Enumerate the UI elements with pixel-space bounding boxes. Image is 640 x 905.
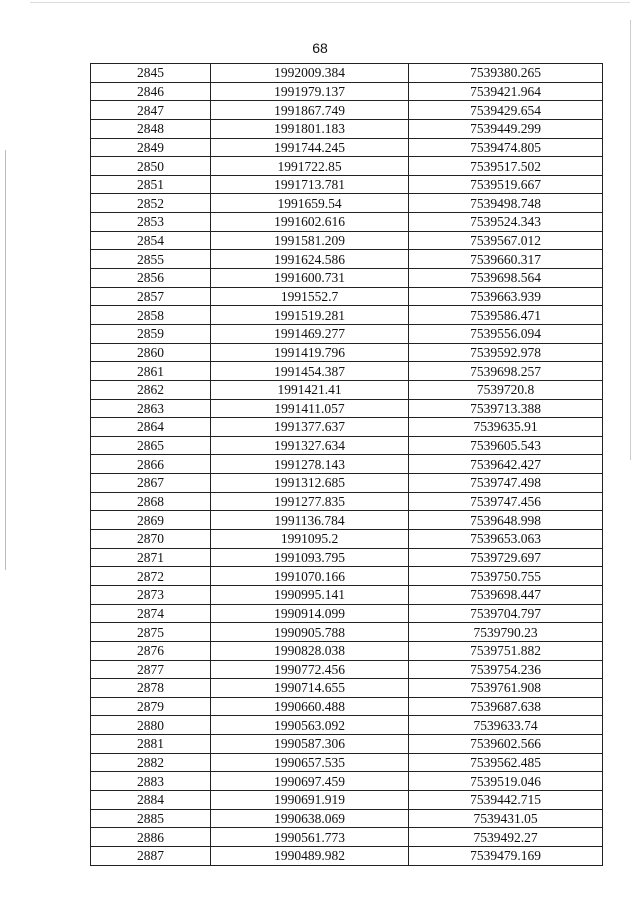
x-coordinate-cell: 1990828.038	[211, 641, 409, 660]
x-coordinate-cell: 1991070.166	[211, 567, 409, 586]
y-coordinate-cell: 7539635.91	[409, 418, 603, 437]
coordinates-table	[90, 63, 603, 866]
x-coordinate-cell: 1991979.137	[211, 82, 409, 101]
point-number-cell: 2863	[91, 399, 211, 418]
point-number-cell: 2855	[91, 250, 211, 269]
point-number-cell: 2875	[91, 623, 211, 642]
y-coordinate-cell: 7539747.456	[409, 492, 603, 511]
x-coordinate-cell: 1990697.459	[211, 772, 409, 791]
y-coordinate-cell: 7539605.543	[409, 436, 603, 455]
point-number-cell: 2877	[91, 660, 211, 679]
point-number-cell: 2859	[91, 324, 211, 343]
y-coordinate-cell: 7539698.447	[409, 585, 603, 604]
x-coordinate-cell: 1991581.209	[211, 231, 409, 250]
x-coordinate-cell: 1991454.387	[211, 362, 409, 381]
point-number-cell: 2848	[91, 119, 211, 138]
table-row	[91, 399, 603, 418]
table-row	[91, 362, 603, 381]
table-row	[91, 679, 603, 698]
table-row	[91, 250, 603, 269]
point-number-cell: 2873	[91, 585, 211, 604]
table-row	[91, 119, 603, 138]
x-coordinate-cell: 1990561.773	[211, 828, 409, 847]
x-coordinate-cell: 1991312.685	[211, 474, 409, 493]
y-coordinate-cell: 7539556.094	[409, 324, 603, 343]
table-row	[91, 530, 603, 549]
point-number-cell: 2850	[91, 157, 211, 176]
table-row	[91, 641, 603, 660]
table-row	[91, 101, 603, 120]
x-coordinate-cell: 1990660.488	[211, 697, 409, 716]
x-coordinate-cell: 1990489.982	[211, 846, 409, 865]
y-coordinate-cell: 7539479.169	[409, 846, 603, 865]
y-coordinate-cell: 7539442.715	[409, 790, 603, 809]
x-coordinate-cell: 1990638.069	[211, 809, 409, 828]
x-coordinate-cell: 1991136.784	[211, 511, 409, 530]
y-coordinate-cell: 7539729.697	[409, 548, 603, 567]
point-number-cell: 2876	[91, 641, 211, 660]
table-row	[91, 306, 603, 325]
table-row	[91, 64, 603, 83]
y-coordinate-cell: 7539642.427	[409, 455, 603, 474]
x-coordinate-cell: 1991278.143	[211, 455, 409, 474]
point-number-cell: 2852	[91, 194, 211, 213]
y-coordinate-cell: 7539449.299	[409, 119, 603, 138]
table-row	[91, 138, 603, 157]
y-coordinate-cell: 7539660.317	[409, 250, 603, 269]
point-number-cell: 2886	[91, 828, 211, 847]
point-number-cell: 2853	[91, 213, 211, 232]
x-coordinate-cell: 1991421.41	[211, 380, 409, 399]
table-row	[91, 660, 603, 679]
y-coordinate-cell: 7539602.566	[409, 735, 603, 754]
y-coordinate-cell: 7539761.908	[409, 679, 603, 698]
table-row	[91, 231, 603, 250]
point-number-cell: 2872	[91, 567, 211, 586]
y-coordinate-cell: 7539517.502	[409, 157, 603, 176]
table-row	[91, 194, 603, 213]
x-coordinate-cell: 1991377.637	[211, 418, 409, 437]
x-coordinate-cell: 1990905.788	[211, 623, 409, 642]
table-row	[91, 287, 603, 306]
table-row	[91, 772, 603, 791]
x-coordinate-cell: 1990995.141	[211, 585, 409, 604]
table-row	[91, 846, 603, 865]
x-coordinate-cell: 1991600.731	[211, 269, 409, 288]
table-row	[91, 436, 603, 455]
x-coordinate-cell: 1991419.796	[211, 343, 409, 362]
x-coordinate-cell: 1991624.586	[211, 250, 409, 269]
point-number-cell: 2854	[91, 231, 211, 250]
table-row	[91, 567, 603, 586]
y-coordinate-cell: 7539750.755	[409, 567, 603, 586]
point-number-cell: 2856	[91, 269, 211, 288]
y-coordinate-cell: 7539687.638	[409, 697, 603, 716]
point-number-cell: 2857	[91, 287, 211, 306]
x-coordinate-cell: 1991095.2	[211, 530, 409, 549]
y-coordinate-cell: 7539633.74	[409, 716, 603, 735]
point-number-cell: 2858	[91, 306, 211, 325]
table-row	[91, 697, 603, 716]
x-coordinate-cell: 1991411.057	[211, 399, 409, 418]
x-coordinate-cell: 1990772.456	[211, 660, 409, 679]
point-number-cell: 2860	[91, 343, 211, 362]
x-coordinate-cell: 1990691.919	[211, 790, 409, 809]
x-coordinate-cell: 1991801.183	[211, 119, 409, 138]
x-coordinate-cell: 1990657.535	[211, 753, 409, 772]
table-row	[91, 753, 603, 772]
point-number-cell: 2861	[91, 362, 211, 381]
table-row	[91, 343, 603, 362]
x-coordinate-cell: 1991469.277	[211, 324, 409, 343]
point-number-cell: 2869	[91, 511, 211, 530]
y-coordinate-cell: 7539720.8	[409, 380, 603, 399]
table-row	[91, 380, 603, 399]
point-number-cell: 2887	[91, 846, 211, 865]
point-number-cell: 2846	[91, 82, 211, 101]
table-row	[91, 585, 603, 604]
page-number: 68	[312, 40, 328, 56]
table-row	[91, 324, 603, 343]
x-coordinate-cell: 1991552.7	[211, 287, 409, 306]
y-coordinate-cell: 7539429.654	[409, 101, 603, 120]
x-coordinate-cell: 1991722.85	[211, 157, 409, 176]
table-row	[91, 548, 603, 567]
point-number-cell: 2883	[91, 772, 211, 791]
x-coordinate-cell: 1992009.384	[211, 64, 409, 83]
point-number-cell: 2870	[91, 530, 211, 549]
y-coordinate-cell: 7539562.485	[409, 753, 603, 772]
point-number-cell: 2874	[91, 604, 211, 623]
point-number-cell: 2851	[91, 175, 211, 194]
point-number-cell: 2847	[91, 101, 211, 120]
x-coordinate-cell: 1991867.749	[211, 101, 409, 120]
table-row	[91, 492, 603, 511]
scan-edge-top	[30, 2, 630, 3]
point-number-cell: 2879	[91, 697, 211, 716]
y-coordinate-cell: 7539586.471	[409, 306, 603, 325]
y-coordinate-cell: 7539519.667	[409, 175, 603, 194]
x-coordinate-cell: 1990563.092	[211, 716, 409, 735]
y-coordinate-cell: 7539431.05	[409, 809, 603, 828]
point-number-cell: 2866	[91, 455, 211, 474]
table-row	[91, 716, 603, 735]
table-row	[91, 82, 603, 101]
y-coordinate-cell: 7539380.265	[409, 64, 603, 83]
table-row	[91, 809, 603, 828]
x-coordinate-cell: 1990714.655	[211, 679, 409, 698]
y-coordinate-cell: 7539790.23	[409, 623, 603, 642]
y-coordinate-cell: 7539567.012	[409, 231, 603, 250]
y-coordinate-cell: 7539663.939	[409, 287, 603, 306]
table-row	[91, 790, 603, 809]
point-number-cell: 2868	[91, 492, 211, 511]
point-number-cell: 2845	[91, 64, 211, 83]
point-number-cell: 2884	[91, 790, 211, 809]
x-coordinate-cell: 1990914.099	[211, 604, 409, 623]
table-row	[91, 157, 603, 176]
table-row	[91, 418, 603, 437]
table-row	[91, 623, 603, 642]
table-row	[91, 735, 603, 754]
x-coordinate-cell: 1991093.795	[211, 548, 409, 567]
point-number-cell: 2849	[91, 138, 211, 157]
x-coordinate-cell: 1991602.616	[211, 213, 409, 232]
y-coordinate-cell: 7539751.882	[409, 641, 603, 660]
y-coordinate-cell: 7539713.388	[409, 399, 603, 418]
y-coordinate-cell: 7539653.063	[409, 530, 603, 549]
scan-edge-right	[630, 20, 631, 460]
point-number-cell: 2878	[91, 679, 211, 698]
y-coordinate-cell: 7539498.748	[409, 194, 603, 213]
x-coordinate-cell: 1991327.634	[211, 436, 409, 455]
y-coordinate-cell: 7539421.964	[409, 82, 603, 101]
y-coordinate-cell: 7539648.998	[409, 511, 603, 530]
y-coordinate-cell: 7539747.498	[409, 474, 603, 493]
y-coordinate-cell: 7539492.27	[409, 828, 603, 847]
y-coordinate-cell: 7539519.046	[409, 772, 603, 791]
table-row	[91, 511, 603, 530]
y-coordinate-cell: 7539698.257	[409, 362, 603, 381]
table-row	[91, 828, 603, 847]
y-coordinate-cell: 7539592.978	[409, 343, 603, 362]
table-row	[91, 213, 603, 232]
table-row	[91, 455, 603, 474]
coordinates-table-body	[91, 64, 603, 866]
table-row	[91, 604, 603, 623]
x-coordinate-cell: 1990587.306	[211, 735, 409, 754]
y-coordinate-cell: 7539704.797	[409, 604, 603, 623]
y-coordinate-cell: 7539474.805	[409, 138, 603, 157]
x-coordinate-cell: 1991659.54	[211, 194, 409, 213]
table-row	[91, 175, 603, 194]
point-number-cell: 2865	[91, 436, 211, 455]
y-coordinate-cell: 7539754.236	[409, 660, 603, 679]
y-coordinate-cell: 7539698.564	[409, 269, 603, 288]
x-coordinate-cell: 1991744.245	[211, 138, 409, 157]
point-number-cell: 2882	[91, 753, 211, 772]
point-number-cell: 2885	[91, 809, 211, 828]
table-row	[91, 269, 603, 288]
point-number-cell: 2862	[91, 380, 211, 399]
point-number-cell: 2864	[91, 418, 211, 437]
x-coordinate-cell: 1991713.781	[211, 175, 409, 194]
point-number-cell: 2871	[91, 548, 211, 567]
table-row	[91, 474, 603, 493]
point-number-cell: 2880	[91, 716, 211, 735]
x-coordinate-cell: 1991277.835	[211, 492, 409, 511]
scan-edge-left	[5, 150, 6, 570]
x-coordinate-cell: 1991519.281	[211, 306, 409, 325]
point-number-cell: 2881	[91, 735, 211, 754]
point-number-cell: 2867	[91, 474, 211, 493]
y-coordinate-cell: 7539524.343	[409, 213, 603, 232]
